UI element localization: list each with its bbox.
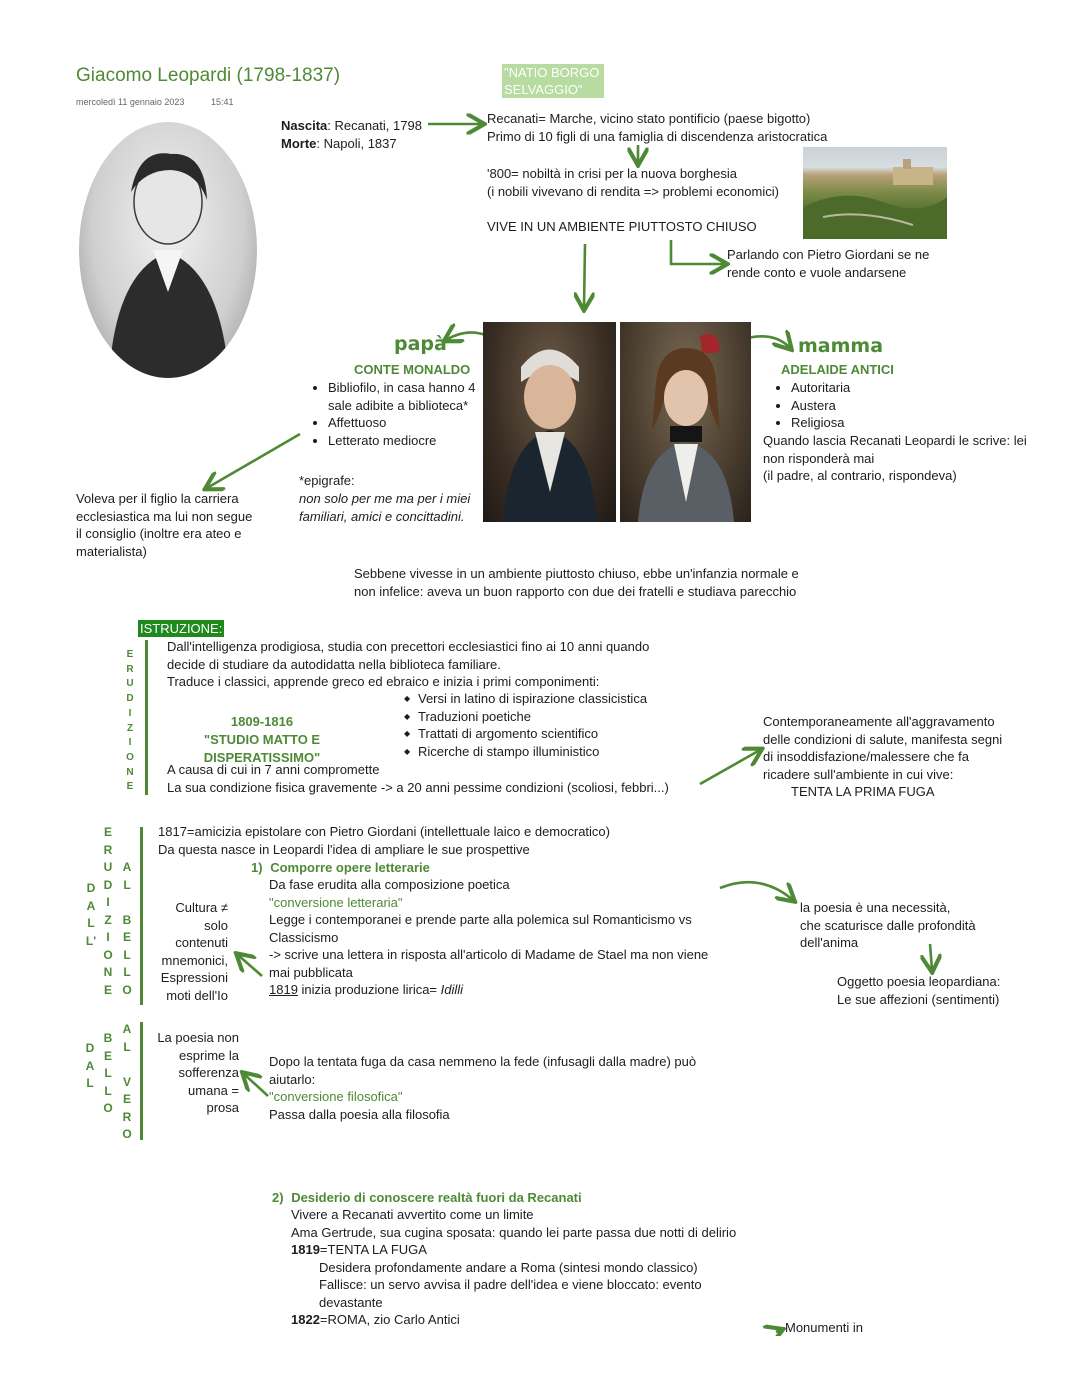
opere-number: 1) [251,860,263,875]
early-work: ◆ Trattati di argomento scientifico [418,725,647,743]
desiderio-line6: devastante [319,1294,383,1310]
nobilita-line2: (i nobili vivevano di rendita => problemi economici) [487,183,779,199]
mother-traits [773,379,850,432]
oggetto-line2: Le sue affezioni (sentimenti) [837,991,1000,1007]
studio-years: 1809-1816 [230,714,294,729]
arrow-giordani [671,240,725,264]
vero-bar [140,1022,143,1140]
father-trait: • Letterato mediocre [328,432,500,450]
natio-borgo-highlight: "NATIO BORGO SELVAGGIO" [502,64,604,98]
father-name: CONTE MONALDO [354,362,471,377]
desiderio-line7: 1822=ROMA, zio Carlo Antici [291,1312,460,1327]
recanati-block [487,110,827,145]
fuga-line2: delle condizioni di salute, manifesta segni [763,731,1003,747]
al-vero-vertical: A L V E R O [122,1022,132,1141]
fuga-line5: TENTA LA PRIMA FUGA [791,784,935,799]
desiderio-line4: Desidera profondamente andare a Roma (sintesi mondo classico) [319,1259,698,1275]
mother-note-line2: non risponderà mai [763,450,875,466]
childhood-paragraph [354,565,799,600]
erudizione-vertical: E R U D I Z I O N E [126,649,134,793]
bello-vertical: B E L L O [103,1031,113,1115]
nobilita-line1: '800= nobiltà in crisi per la nuova borghesia [487,166,738,181]
giordani-line2: rende conto e vuole andarsene [727,264,907,280]
childhood-line1: Sebbene vivesse in un ambiente piuttosto chiuso, ebbe un'infanzia normale e [354,566,799,581]
mother-trait: • Austera [791,397,850,415]
portrait-monaldo [483,322,616,522]
portrait-adelaide [620,322,751,522]
vero-line1: Dopo la tentata fuga da casa nemmeno la fede (infusagli dalla madre) può [269,1054,697,1069]
desiderio-item [272,1189,582,1207]
opere-line5: -> scrive una lettera in risposta all'articolo di Madame de Stael ma non viene [269,947,709,962]
bello-line1: 1817=amicizia epistolare con Pietro Giordani (intellettuale laico e democratico) [158,824,610,839]
studio-matto: "STUDIO MATTO E DISPERATISSIMO" [203,732,321,765]
arrow-fuga [700,750,760,784]
cultura-note: Cultura ≠ solo contenuti mnemonici, Espressioni moti dell'Io [160,900,228,1003]
opere-line6: mai pubblicata [269,964,353,980]
opere-body [269,876,739,999]
dall-vertical: D A L L' [85,881,97,948]
vero-line2: aiutarlo: [269,1071,316,1087]
conversione-filosofica: "conversione filosofica" [269,1089,403,1104]
istruzione-line5: La sua condizione fisica gravemente -> a 20 anni pessime condizioni (scoliosi, febbri...) [167,779,669,795]
arrow-down-parents [584,244,585,308]
early-works-list [402,690,647,760]
arrow-cultura [238,955,262,976]
portrait-sketch-icon [79,122,257,378]
conversione-filosofica-block [269,1053,696,1123]
early-work: ◆ Traduzioni poetiche [418,708,647,726]
bello-line2: Da questa nasce in Leopardi l'idea di ampliare le sue prospettive [158,841,530,857]
mamma-handwritten: mamma [798,335,884,357]
istruzione-health [167,761,669,796]
fuga-line1: Contemporaneamente all'aggravamento [763,714,995,729]
ambiente-chiuso: VIVE IN UN AMBIENTE PIUTTOSTO CHIUSO [487,219,757,234]
father-career-note: Voleva per il figlio la carriera ecclesiastica ma lui non segue il consiglio (inoltre era ateo e materialista) [76,491,253,559]
recanati-line2: Primo di 10 figli di una famiglia di discendenza aristocratica [487,128,828,144]
desiderio-line5: Fallisce: un servo avvisa il padre dell'idea e viene bloccato: evento [319,1277,702,1292]
istruzione-line1: Dall'intelligenza prodigiosa, studia con precettori ecclesiastici fino ai 10 anni quando [167,639,650,654]
idilli-year: 1819 [269,982,298,997]
erudizione-vertical-2: E R U D I Z I O N E [103,825,113,997]
father-traits [310,379,500,449]
mother-trait: • Religiosa [791,414,850,432]
epigrafe-text: non solo per me ma per i miei familiari, amici e concittadini. [299,491,471,524]
opere-item [251,859,430,877]
poesia-necessita [800,899,976,952]
poesia-line1: la poesia è una necessità, [800,900,951,915]
opere-line4: Classicismo [269,929,339,945]
opere-line1: Da fase erudita alla composizione poetica [269,877,510,892]
early-work: ◆ Ricerche di stampo illuministico [418,743,647,761]
istruzione-intro [167,638,649,691]
erudizione-bar [145,640,148,795]
prima-fuga-note [763,713,1002,801]
page-title: Giacomo Leopardi (1798-1837) [76,65,341,86]
birth-info [281,117,422,152]
poesia-prosa-note: La poesia non esprime la sofferenza umana = prosa [157,1030,239,1115]
early-work: ◆ Versi in latino di ispirazione classicistica [418,690,647,708]
note-date: mercoledì 11 gennaio 2023 [76,97,185,107]
childhood-line2: non infelice: aveva un buon rapporto con due dei fratelli e studiava parecchio [354,583,797,599]
mother-name: ADELAIDE ANTICI [781,362,894,377]
recanati-line1: Recanati= Marche, vicino stato pontificio (paese bigotto) [487,111,811,126]
mother-note [763,432,1027,485]
arrow-monumenti [776,1330,781,1332]
desiderio-line1: Vivere a Recanati avvertito come un limite [291,1207,534,1222]
recanati-photo [803,147,947,239]
father-trait: • Affettuoso [328,414,500,432]
desiderio-title: Desiderio di conoscere realtà fuori da Recanati [291,1190,582,1205]
vero-line4: Passa dalla poesia alla filosofia [269,1106,450,1122]
opere-title: Comporre opere letterarie [270,860,430,875]
al-bello-vertical: A L B E L L O [122,860,132,997]
bello-bar [140,827,143,1005]
istruzione-line4: A causa di cui in 7 anni compromette [167,762,380,777]
oggetto-poesia [837,973,1000,1008]
page-bottom-margin [0,1336,1080,1397]
dal-vertical: D A L [85,1041,95,1090]
arrow-career [207,434,300,488]
nascita-value: : Recanati, 1798 [327,118,422,133]
fuga-line3: di insoddisfazione/malessere che fa [763,749,969,764]
desiderio-body [291,1206,771,1329]
giordani-friendship [158,823,610,858]
epigrafe-label: *epigrafe: [299,473,355,488]
mother-note-line1: Quando lascia Recanati Leopardi le scrive: lei [763,433,1027,448]
fuga-line4: ricadere sull'ambiente in cui vive: [763,766,954,782]
father-trait: • Bibliofilo, in casa hanno 4 sale adibite a biblioteca* [328,379,500,414]
nobilita-block [487,165,779,200]
istruzione-line3: Traduce i classici, apprende greco ed ebraico e inizia i primi componimenti: [167,674,600,689]
poesia-line3: dell'anima [800,935,859,950]
desiderio-number: 2) [272,1190,284,1205]
giordani-block [727,246,929,281]
opere-line7: 1819 inizia produzione lirica= Idilli [269,982,464,997]
conversione-letteraria: "conversione letteraria" [269,894,403,910]
morte-label: Morte [281,135,317,151]
man-portrait-icon [483,322,616,522]
desiderio-line3: 1819=TENTA LA FUGA [291,1242,427,1257]
arrow-vero [244,1074,268,1096]
monumenti-note: Monumenti in [785,1320,864,1335]
morte-value: : Napoli, 1837 [316,135,397,151]
arrow-mamma [748,336,790,348]
nascita-label: Nascita [281,118,328,133]
mother-note-line3: (il padre, al contrario, rispondeva) [763,468,957,483]
istruzione-line2: decide di studiare da autodidatta nella biblioteca familiare. [167,656,501,672]
portrait-leopardi [79,122,257,378]
idilli: Idilli [440,982,464,997]
papa-handwritten: papà [394,333,447,355]
desiderio-line2: Ama Gertrude, sua cugina sposata: quando lei parte passa due notti di delirio [291,1224,737,1240]
giordani-line1: Parlando con Pietro Giordani se ne [727,247,930,262]
istruzione-heading: ISTRUZIONE: [140,621,223,636]
landscape-icon [803,147,947,239]
oggetto-line1: Oggetto poesia leopardiana: [837,974,1001,989]
opere-line3: Legge i contemporanei e prende parte alla polemica sul Romanticismo vs [269,912,692,927]
poesia-line2: che scaturisce dalle profondità [800,917,976,933]
woman-portrait-icon [620,322,751,522]
note-time: 15:41 [211,97,234,107]
mother-trait: • Autoritaria [791,379,850,397]
